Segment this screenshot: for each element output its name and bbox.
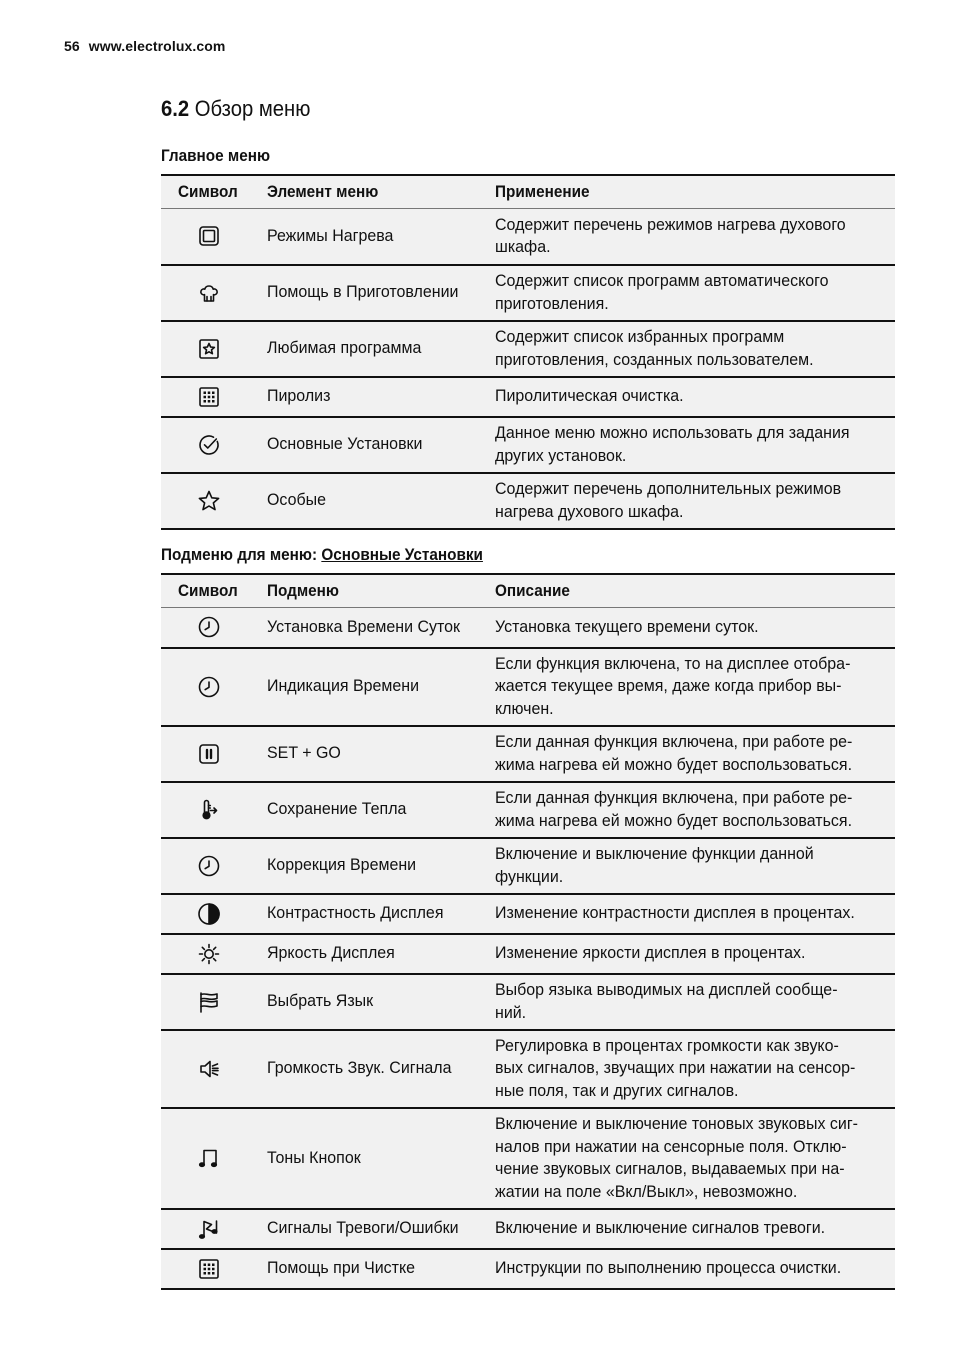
page-header <box>64 38 225 54</box>
item-cell <box>258 473 485 529</box>
chef-hat-icon <box>197 281 221 305</box>
header-symbol: Символ <box>161 574 258 608</box>
table-row <box>161 1030 895 1108</box>
usage-cell <box>485 1209 895 1249</box>
submenu-caption-prefix: Подменю для меню: <box>161 545 322 564</box>
item-label: Любимая программа <box>267 338 422 358</box>
symbol-cell <box>161 265 258 321</box>
item-label: SET + GO <box>267 743 341 763</box>
usage-line: чение звуковых сигналов, выдаваемых при на- <box>495 1159 845 1178</box>
item-label: Помощь при Чистке <box>267 1258 416 1278</box>
submenu-caption <box>161 545 483 565</box>
pyrolysis-icon <box>197 385 221 409</box>
item-label: Основные Установки <box>267 434 423 454</box>
item-label: Индикация Времени <box>267 676 420 696</box>
usage-line: шкафа. <box>495 237 551 257</box>
music-note-icon <box>197 1146 221 1170</box>
item-cell <box>258 934 485 974</box>
usage-line: ний. <box>495 1002 527 1022</box>
usage-line: Содержит список избранных программ <box>495 327 785 346</box>
table-row <box>161 265 895 321</box>
item-cell <box>258 1108 485 1209</box>
usage-cell <box>485 894 895 934</box>
usage-line: жима нагрева ей можно будет воспользоваться. <box>495 810 853 830</box>
usage-line: Установка текущего времени суток. <box>495 617 759 636</box>
item-cell <box>258 782 485 838</box>
usage-line: Содержит перечень режимов нагрева духового <box>495 214 846 234</box>
usage-line: приготовления. <box>495 293 609 313</box>
alarm-tone-icon <box>197 1217 221 1241</box>
contrast-icon <box>197 902 221 926</box>
clock-icon <box>197 854 221 878</box>
table-row <box>161 473 895 529</box>
table-row <box>161 417 895 473</box>
usage-cell <box>485 782 895 838</box>
table-row <box>161 782 895 838</box>
thermometer-icon <box>197 798 221 822</box>
usage-line: других установок. <box>495 445 627 465</box>
header-usage: Применение <box>485 175 895 209</box>
table-row <box>161 974 895 1030</box>
usage-line: вых сигналов, звучащих при нажатии на сенсор- <box>495 1058 856 1078</box>
symbol-cell <box>161 894 258 934</box>
symbol-cell <box>161 1209 258 1249</box>
item-label: Особые <box>267 490 327 510</box>
brightness-icon <box>197 942 221 966</box>
item-label: Громкость Звук. Сигнала <box>267 1058 452 1078</box>
submenu-table <box>161 573 895 1290</box>
usage-cell <box>485 1108 895 1209</box>
item-cell <box>258 377 485 417</box>
submenu-caption-link[interactable]: Основные Установки <box>321 545 483 564</box>
item-cell <box>258 726 485 782</box>
item-cell <box>258 608 485 648</box>
page-number: 56 <box>64 38 80 54</box>
symbol-cell <box>161 473 258 529</box>
table-row <box>161 1249 895 1289</box>
header-usage: Описание <box>485 574 895 608</box>
item-label: Режимы Нагрева <box>267 226 394 245</box>
item-cell <box>258 209 485 265</box>
symbol-cell <box>161 608 258 648</box>
item-label: Установка Времени Суток <box>267 617 461 636</box>
table-row <box>161 934 895 974</box>
table-row <box>161 608 895 648</box>
section-title <box>161 96 310 122</box>
table-row <box>161 648 895 726</box>
clock-icon <box>197 615 221 639</box>
item-label: Сигналы Тревоги/Ошибки <box>267 1218 459 1238</box>
usage-line: Изменение контрастности дисплея в процентах. <box>495 903 855 923</box>
item-label: Выбрать Язык <box>267 991 374 1011</box>
symbol-cell <box>161 321 258 377</box>
cleaning-help-icon <box>197 1257 221 1281</box>
item-label: Сохранение Тепла <box>267 799 407 819</box>
language-flag-icon <box>197 990 221 1014</box>
item-label: Тоны Кнопок <box>267 1147 361 1167</box>
usage-line: Если функция включена, то на дисплее отобра- <box>495 653 851 673</box>
usage-line: Включение и выключение функции данной <box>495 844 814 863</box>
usage-cell <box>485 417 895 473</box>
star-icon <box>197 489 221 513</box>
item-cell <box>258 648 485 726</box>
section-heading: Обзор меню <box>194 96 311 121</box>
symbol-cell <box>161 782 258 838</box>
symbol-cell <box>161 1108 258 1209</box>
usage-cell <box>485 608 895 648</box>
usage-cell <box>485 648 895 726</box>
usage-cell <box>485 1249 895 1289</box>
usage-cell <box>485 1030 895 1108</box>
item-cell <box>258 974 485 1030</box>
symbol-cell <box>161 377 258 417</box>
header-item: Элемент меню <box>258 175 485 209</box>
item-cell <box>258 1249 485 1289</box>
table-row <box>161 1108 895 1209</box>
site-url: www.electrolux.com <box>88 38 226 54</box>
item-label: Помощь в Приготовлении <box>267 282 459 302</box>
item-label: Яркость Дисплея <box>267 943 395 963</box>
item-label: Коррекция Времени <box>267 855 417 875</box>
usage-cell <box>485 377 895 417</box>
usage-cell <box>485 321 895 377</box>
usage-line: Включение и выключение сигналов тревоги. <box>495 1218 826 1238</box>
usage-cell <box>485 209 895 265</box>
table-row <box>161 321 895 377</box>
usage-cell <box>485 726 895 782</box>
usage-line: Регулировка в процентах громкости как звуко- <box>495 1035 839 1055</box>
usage-cell <box>485 934 895 974</box>
usage-line: Если данная функция включена, при работе ре- <box>495 732 853 751</box>
usage-line: Содержит перечень дополнительных режимов <box>495 479 842 498</box>
item-label: Контрастность Дисплея <box>267 903 444 923</box>
usage-line: Содержит список программ автоматического <box>495 271 829 290</box>
table-row <box>161 894 895 934</box>
usage-line: жается текущее время, даже когда прибор вы- <box>495 676 842 696</box>
item-cell <box>258 894 485 934</box>
usage-line: Если данная функция включена, при работе ре- <box>495 788 853 807</box>
item-label: Пиролиз <box>267 386 331 406</box>
item-cell <box>258 838 485 894</box>
usage-line: нагрева духового шкафа. <box>495 501 684 521</box>
item-cell <box>258 321 485 377</box>
symbol-cell <box>161 209 258 265</box>
usage-line: функции. <box>495 866 564 886</box>
table-row <box>161 377 895 417</box>
main-menu-caption: Главное меню <box>161 146 271 165</box>
symbol-cell <box>161 726 258 782</box>
speaker-icon <box>197 1057 221 1081</box>
symbol-cell <box>161 934 258 974</box>
item-cell <box>258 1030 485 1108</box>
usage-line: Инструкции по выполнению процесса очистки. <box>495 1258 842 1278</box>
usage-line: жима нагрева ей можно будет воспользоваться. <box>495 754 853 774</box>
usage-cell <box>485 838 895 894</box>
table-header-row <box>161 574 895 608</box>
usage-line: Изменение яркости дисплея в процентах. <box>495 943 806 963</box>
main-menu-table <box>161 174 895 530</box>
usage-cell <box>485 473 895 529</box>
table-header-row <box>161 175 895 209</box>
usage-line: Включение и выключение тоновых звуковых сиг- <box>495 1114 858 1133</box>
usage-cell <box>485 265 895 321</box>
usage-line: жатии на поле «Вкл/Выкл», невозможно. <box>495 1181 798 1201</box>
item-cell <box>258 1209 485 1249</box>
usage-line: Выбор языка выводимых на дисплей сообще- <box>495 980 838 999</box>
section-number: 6.2 <box>161 96 190 121</box>
usage-line: налов при нажатии на сенсорные поля. Отклю- <box>495 1136 847 1156</box>
table-row <box>161 1209 895 1249</box>
usage-cell <box>485 974 895 1030</box>
symbol-cell <box>161 1030 258 1108</box>
usage-line: Данное меню можно использовать для задания <box>495 423 850 442</box>
settings-check-icon <box>197 433 221 457</box>
clock-icon <box>197 675 221 699</box>
header-item: Подменю <box>258 574 485 608</box>
symbol-cell <box>161 417 258 473</box>
usage-line: Пиролитическая очистка. <box>495 386 684 406</box>
table-row <box>161 209 895 265</box>
symbol-cell <box>161 648 258 726</box>
item-cell <box>258 265 485 321</box>
symbol-cell <box>161 838 258 894</box>
oven-modes-icon <box>197 224 221 248</box>
usage-line: приготовления, созданных пользователем. <box>495 349 814 369</box>
header-symbol: Символ <box>161 175 258 209</box>
table-row <box>161 838 895 894</box>
item-cell <box>258 417 485 473</box>
table-row <box>161 726 895 782</box>
symbol-cell <box>161 1249 258 1289</box>
usage-line: ключен. <box>495 698 554 718</box>
usage-line: ные поля, так и других сигналов. <box>495 1080 739 1100</box>
symbol-cell <box>161 974 258 1030</box>
favorite-star-box-icon <box>197 337 221 361</box>
pause-box-icon <box>197 742 221 766</box>
